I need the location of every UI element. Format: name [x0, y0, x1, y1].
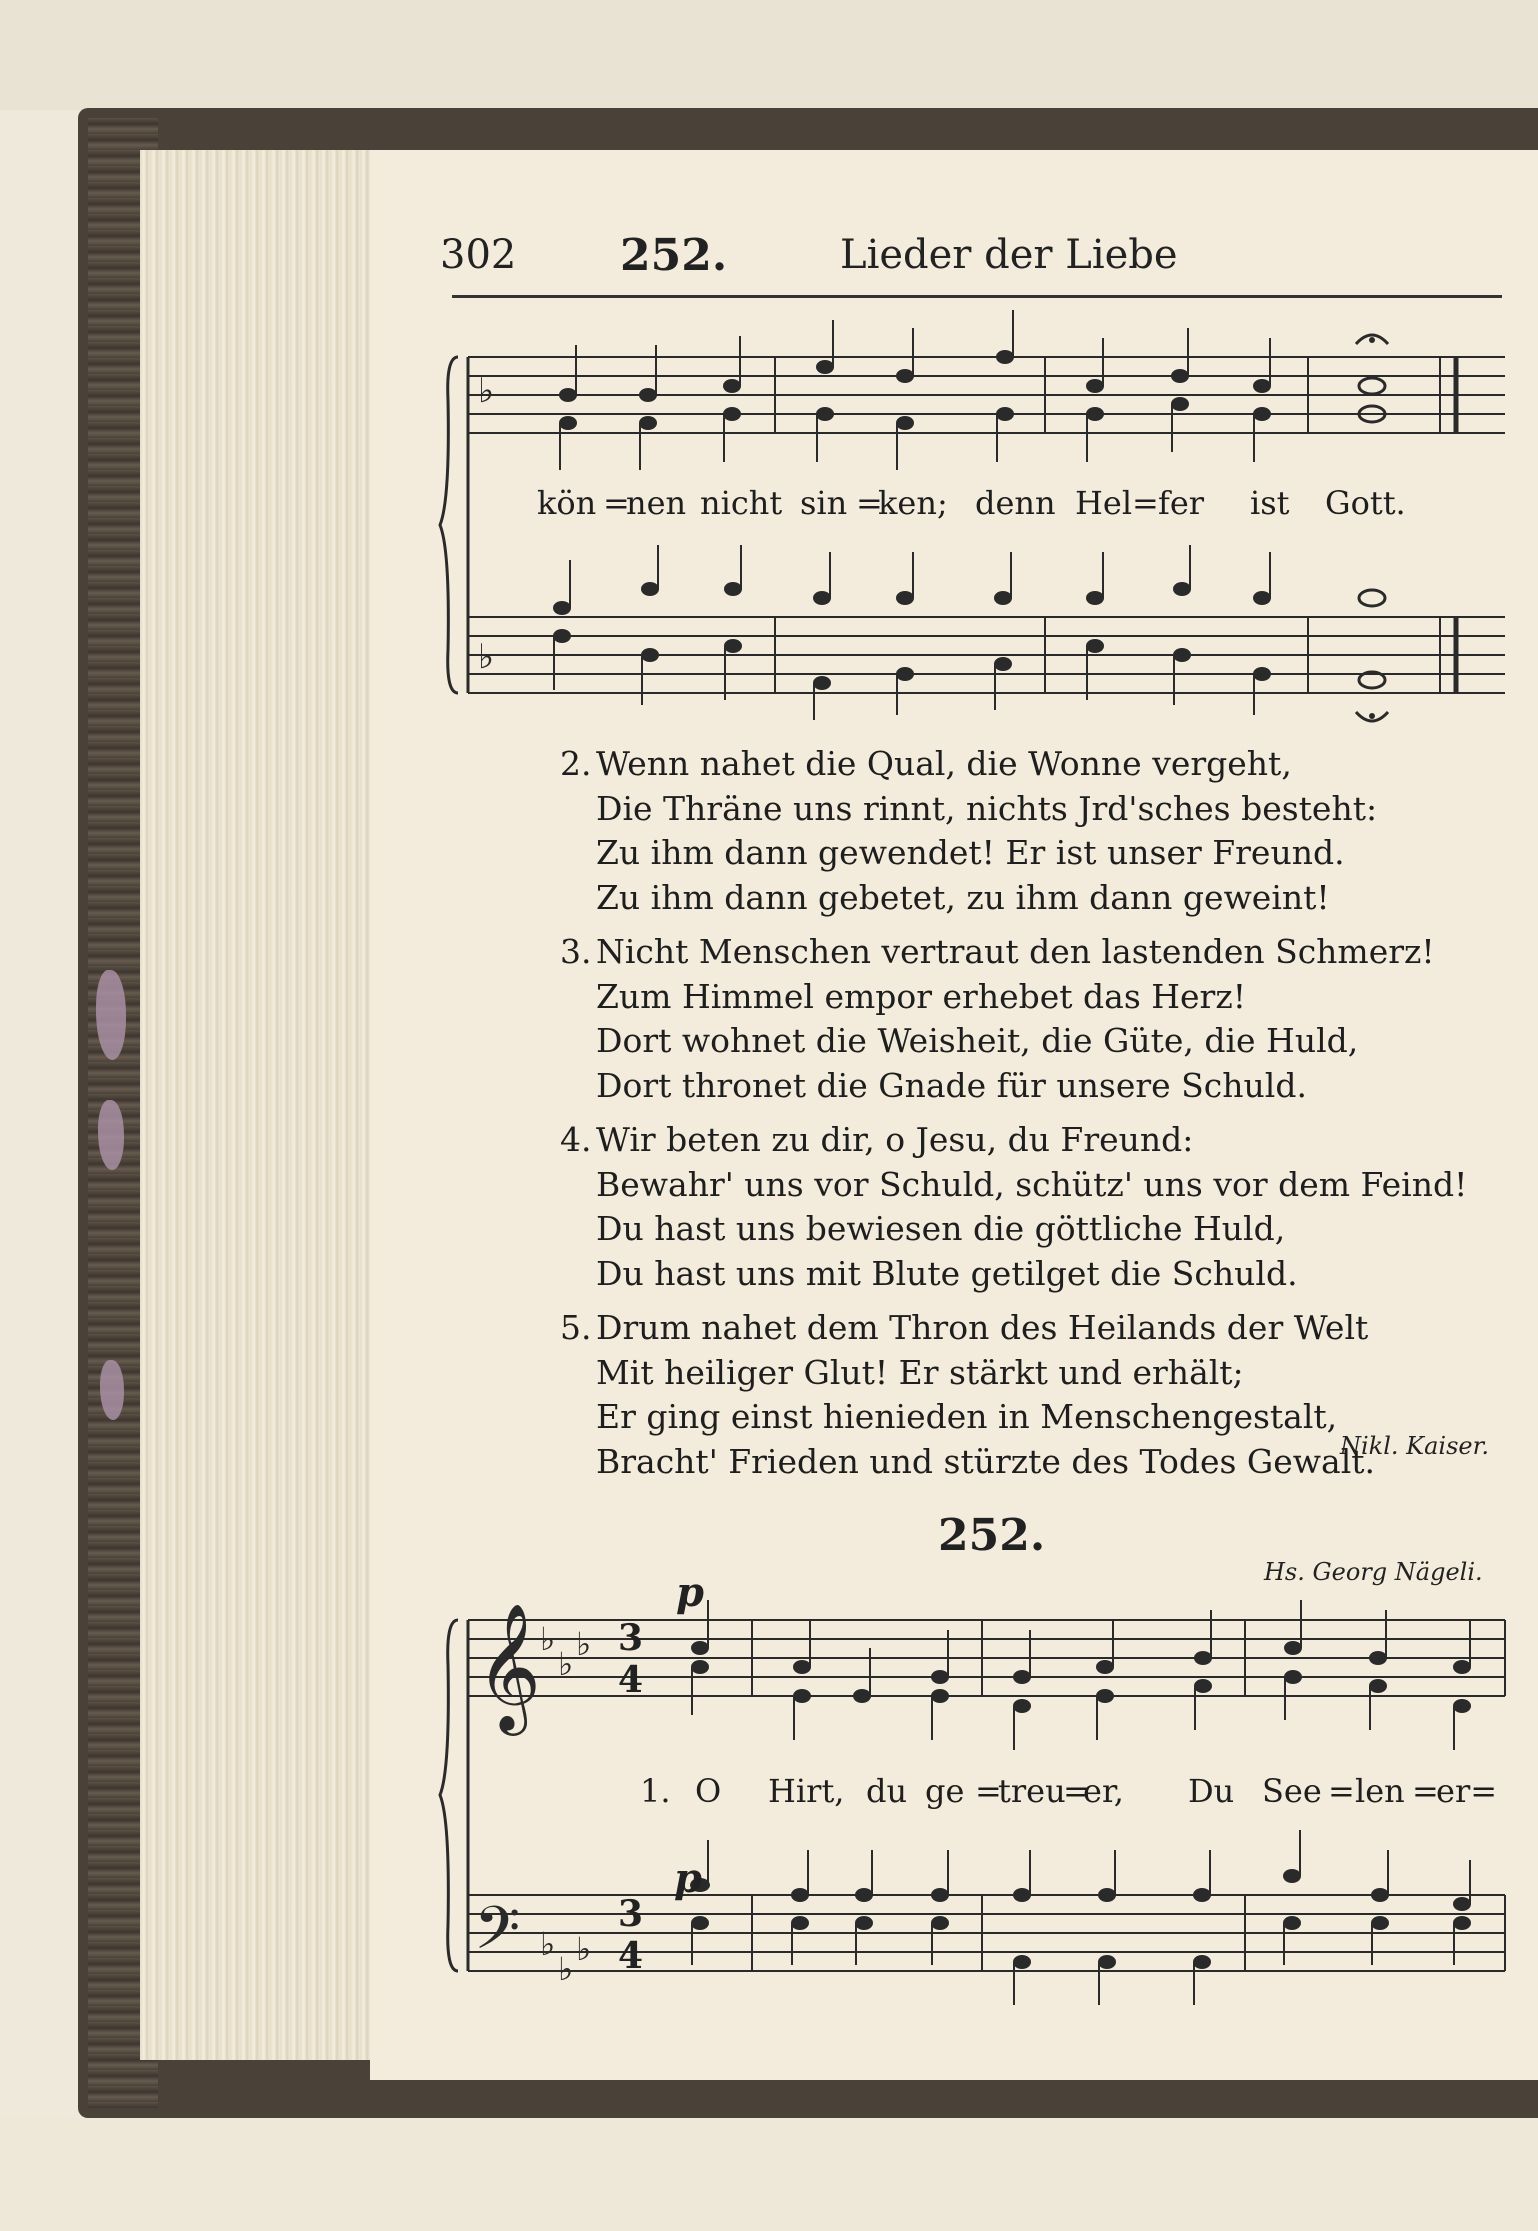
verse-number: 3. [560, 932, 592, 971]
verse-line: Wir beten zu dir, o Jesu, du Freund: [596, 1120, 1194, 1159]
lyric-syllable: len [1355, 1772, 1405, 1810]
lyric-syllable: O [695, 1772, 722, 1810]
verse-line: Er ging einst hienieden in Menschengestalt, [596, 1397, 1338, 1436]
lyric-syllable: du [866, 1772, 908, 1810]
lyric-syllable: Gott. [1325, 484, 1406, 522]
svg-text:♭: ♭ [576, 1930, 592, 1968]
verse-line: Dort thronet die Gnade für unsere Schuld. [596, 1065, 1307, 1105]
lyric-syllable: Hel [1075, 484, 1133, 522]
verse-line: Zu ihm dann gebetet, zu ihm dann geweint! [596, 877, 1330, 917]
verse-line: Bracht' Frieden und stürzte des Todes Gewalt. [596, 1441, 1376, 1481]
time-sig-top-treble: 3 [618, 1617, 644, 1659]
lyric-syllable: er, [1083, 1772, 1124, 1810]
lyric-syllable: sin [800, 484, 848, 522]
verse-line: Zu ihm dann gewendet! Er ist unser Freund. [596, 833, 1345, 872]
lyric-syllable: See [1262, 1772, 1322, 1810]
time-sig-top-bass: 3 [618, 1893, 644, 1935]
hymn-number-header: 252. [620, 230, 728, 281]
verse-line: Wenn nahet die Qual, die Wonne vergeht, [596, 744, 1292, 783]
verse-3 [560, 930, 1520, 1108]
lyric-syllable: ken; [878, 484, 948, 522]
lyric-syllable: ist [1250, 484, 1290, 522]
verse-line: Dort wohnet die Weisheit, die Güte, die Huld, [596, 1021, 1359, 1060]
lyric-syllable: denn [975, 484, 1056, 522]
page-number: 302 [440, 232, 517, 278]
verse-2 [560, 742, 1520, 920]
notes-system-1-treble [559, 350, 1271, 430]
svg-text:♭: ♭ [558, 1645, 574, 1683]
running-title: Lieder der Liebe [840, 232, 1178, 278]
verse-number: 5. [560, 1308, 592, 1347]
verse-line: Zum Himmel empor erhebet das Herz! [596, 976, 1246, 1016]
lyric-hyphen: = [1412, 1772, 1439, 1810]
lyric-syllable: fer [1158, 484, 1205, 522]
svg-text:𝄞: 𝄞 [476, 1602, 542, 1730]
svg-text:♭: ♭ [558, 1950, 574, 1988]
verses [560, 742, 1520, 1484]
lyricist-credit: Nikl. Kaiser. [1340, 1432, 1490, 1460]
verse-4 [560, 1118, 1520, 1296]
lyric-hyphen: = [1132, 484, 1159, 522]
lyric-syllable: kön [537, 484, 597, 522]
verse-line: Drum nahet dem Thron des Heilands der Welt [596, 1308, 1369, 1347]
verse-line: Nicht Menschen vertraut den lastenden Schmerz! [596, 932, 1435, 971]
lyric-hyphen: = [1063, 1772, 1090, 1810]
lyric-syllable: treu [998, 1772, 1066, 1810]
hymn-2-number: 252. [938, 1510, 1046, 1561]
lyric-syllable: nicht [700, 484, 783, 522]
verse-line: Mit heiliger Glut! Er stärkt und erhält; [596, 1352, 1244, 1392]
svg-text:♭: ♭ [540, 1925, 556, 1963]
lyric-hyphen: = [856, 484, 883, 522]
svg-text:𝄢: 𝄢 [474, 1893, 521, 1977]
composer-credit: Hs. Georg Nägeli. [1264, 1558, 1483, 1586]
dynamic-bass: p [674, 1855, 702, 1902]
verse-line: Bewahr' uns vor Schuld, schütz' uns vor dem Feind! [596, 1164, 1468, 1204]
staff-system-1-treble [468, 357, 1505, 433]
time-sig-bottom-treble: 4 [618, 1659, 644, 1701]
svg-text:♭: ♭ [576, 1625, 592, 1663]
lyric-verse-number: 1. [640, 1772, 671, 1810]
verse-number: 2. [560, 744, 592, 783]
dynamic-treble: p [676, 1569, 704, 1616]
lyric-syllable: er= [1436, 1772, 1498, 1810]
staff-system-1-bass [468, 617, 1505, 693]
verse-line: Du hast uns bewiesen die göttliche Huld, [596, 1209, 1286, 1248]
svg-text:♭: ♭ [540, 1620, 556, 1658]
lyric-syllable: ge [925, 1772, 965, 1810]
lyric-syllable: nen [626, 484, 687, 522]
verse-number: 4. [560, 1120, 592, 1159]
verse-line: Du hast uns mit Blute getilget die Schuld. [596, 1253, 1298, 1293]
lyric-hyphen: = [603, 484, 630, 522]
time-sig-bottom-bass: 4 [618, 1935, 644, 1977]
svg-text:♭: ♭ [478, 637, 495, 677]
lyric-hyphen: = [1328, 1772, 1355, 1810]
svg-text:♭: ♭ [478, 371, 495, 411]
lyric-hyphen: = [975, 1772, 1002, 1810]
lyric-syllable: Hirt, [768, 1772, 845, 1810]
verse-line: Die Thräne uns rinnt, nichts Jrd'sches besteht: [596, 788, 1378, 828]
lyric-syllable: Du [1188, 1772, 1235, 1810]
